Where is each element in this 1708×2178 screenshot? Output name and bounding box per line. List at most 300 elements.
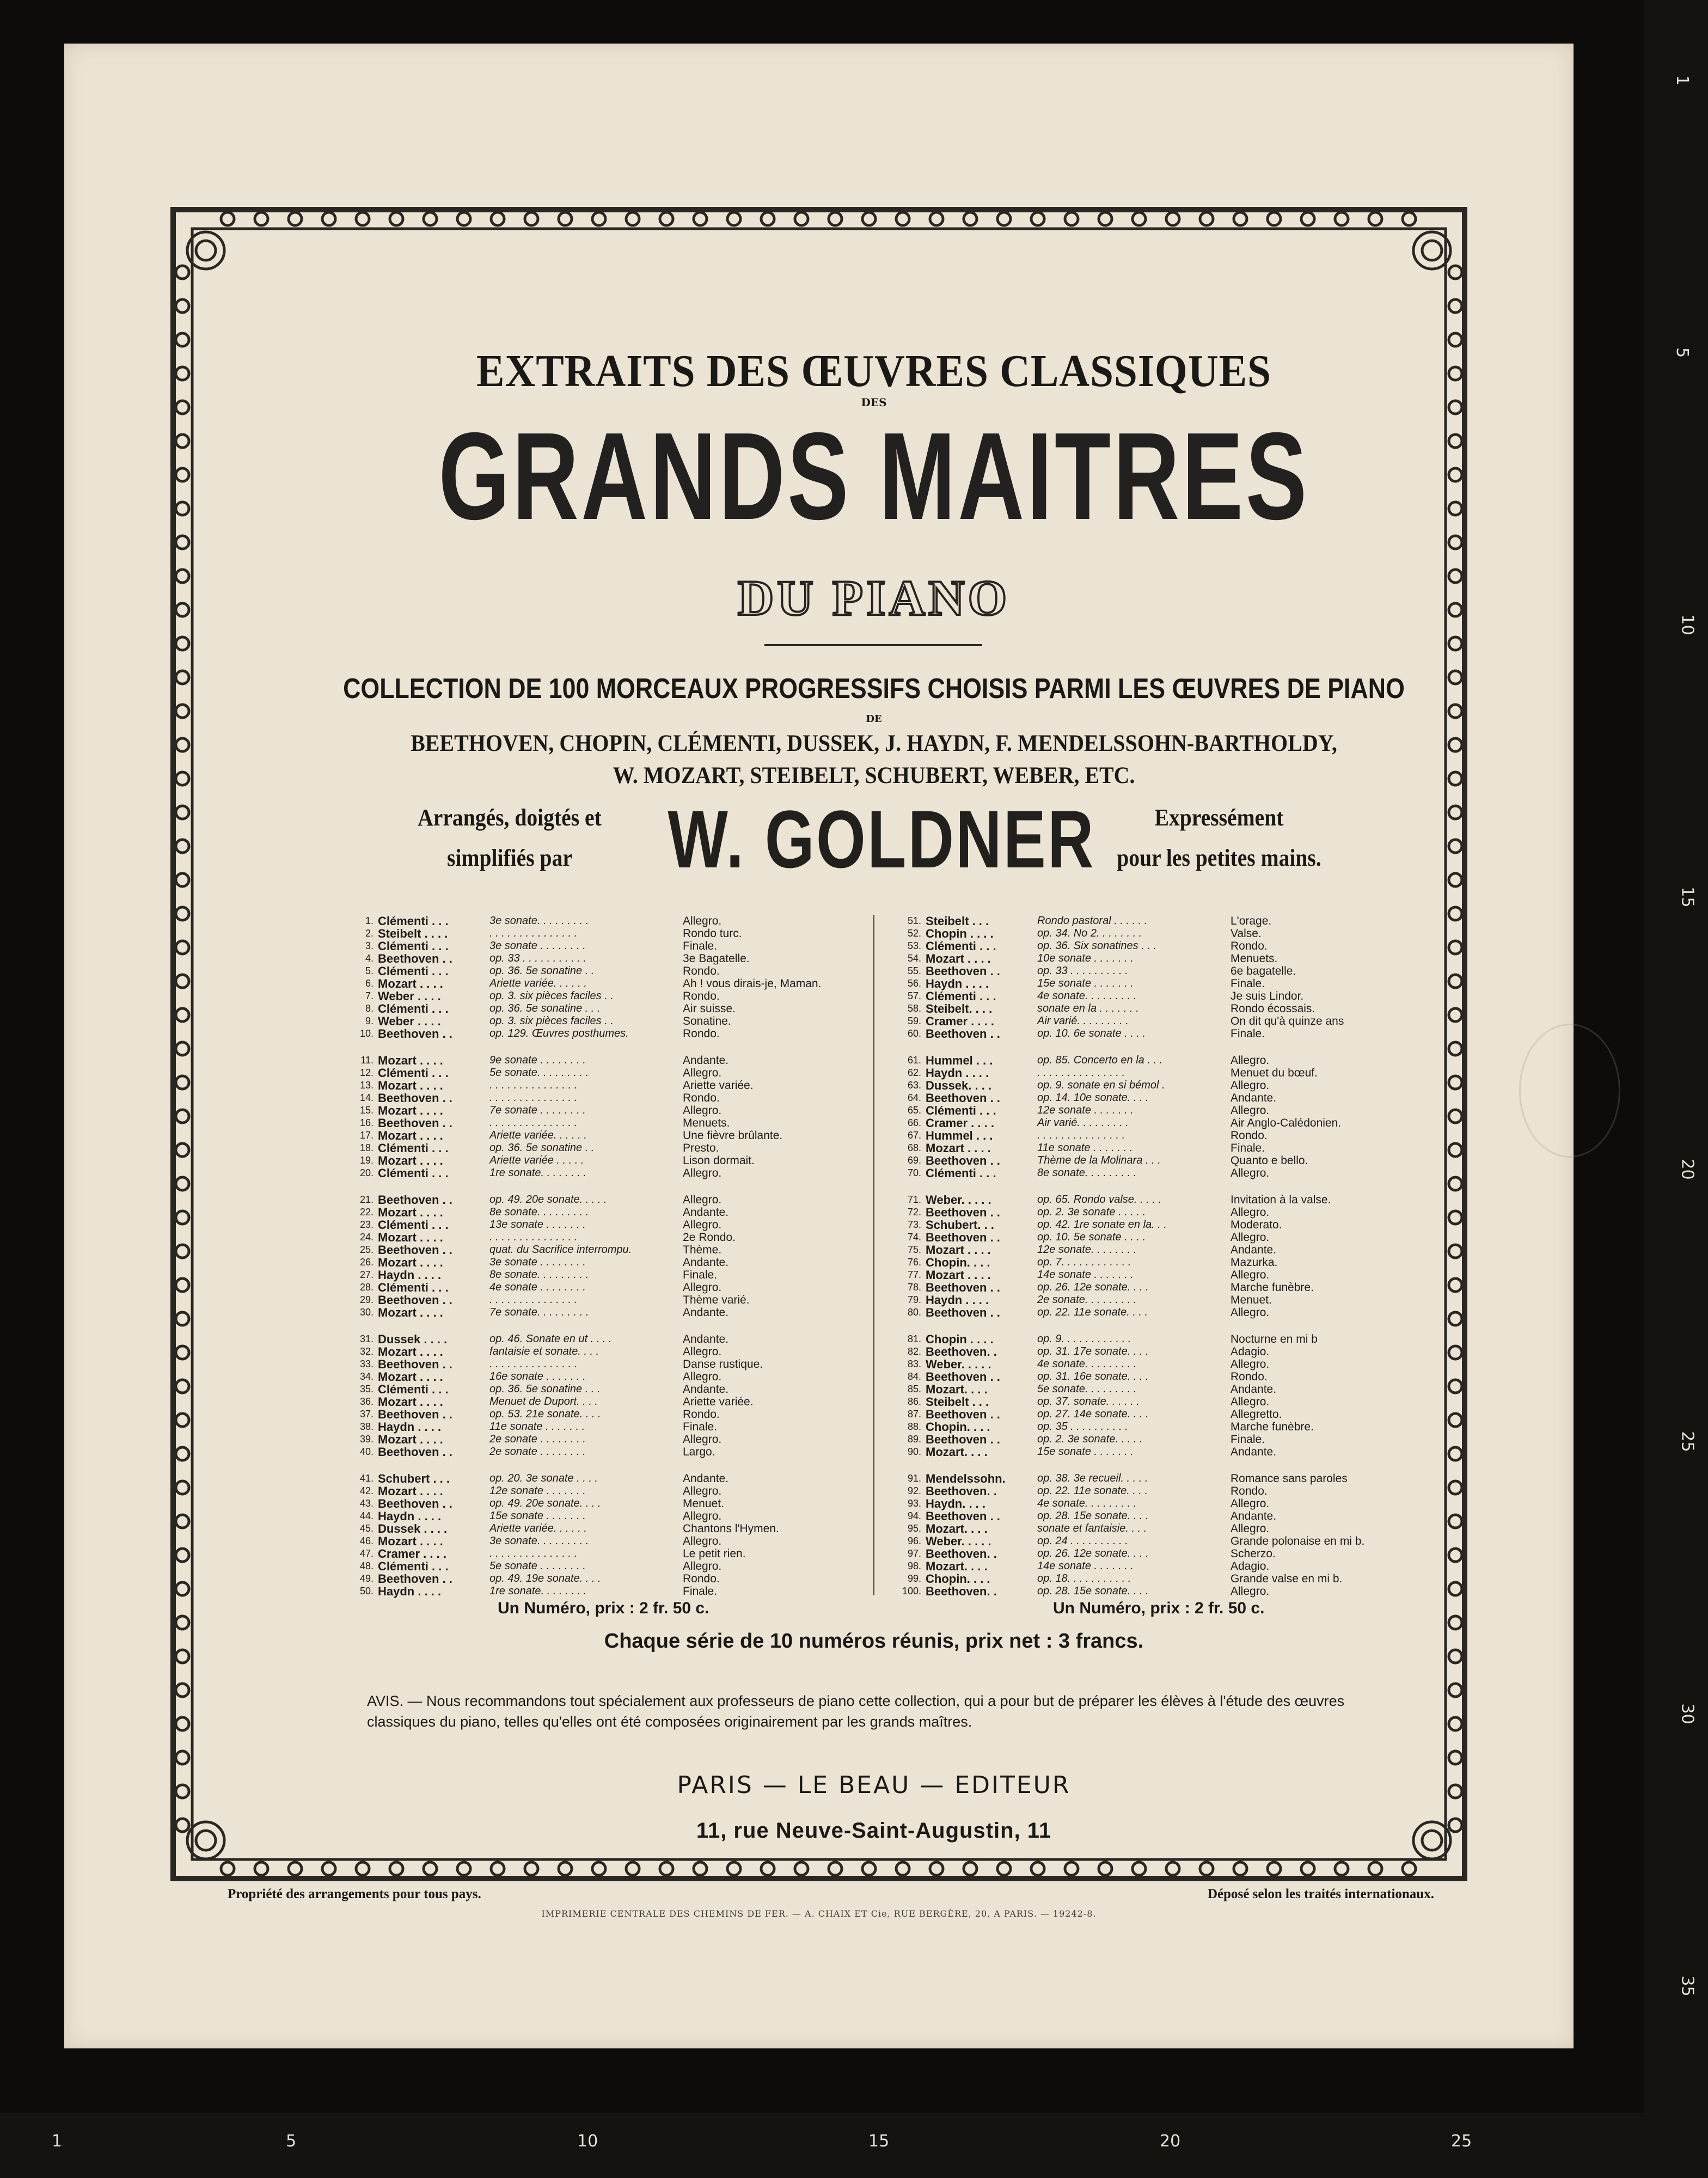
entry-composer: Beethoven . . <box>378 1193 452 1207</box>
list-item <box>345 1244 890 1256</box>
des-label: DES <box>861 396 887 409</box>
entry-work: op. 22. 11e sonate. . . . <box>1037 1306 1148 1318</box>
entry-composer: Beethoven . . <box>378 1572 452 1586</box>
entry-work: op. 7. . . . . . . . . . . . <box>1037 1256 1131 1268</box>
border-scroll <box>176 1785 189 1798</box>
entry-work: Ariette variée . . . . . <box>489 1154 584 1166</box>
list-item <box>893 1547 1437 1560</box>
entry-movement: 6e bagatelle. <box>1231 965 1296 977</box>
list-item <box>345 1306 890 1319</box>
border-scroll <box>176 1717 189 1730</box>
entry-work: . . . . . . . . . . . . . . . <box>1037 1067 1125 1079</box>
border-scroll <box>176 603 189 616</box>
entry-composer: Weber. . . . . <box>926 1357 991 1371</box>
border-scroll <box>176 840 189 853</box>
list-item <box>893 1194 1437 1206</box>
entry-movement: Lison dormait. <box>683 1154 755 1167</box>
entry-work: 7e sonate . . . . . . . . <box>489 1104 586 1116</box>
entry-number: 6. <box>365 978 374 989</box>
entry-work: op. 65. Rondo valse. . . . . <box>1037 1194 1161 1206</box>
list-item <box>893 1129 1437 1142</box>
border-scroll <box>559 212 572 225</box>
list-item <box>893 1117 1437 1129</box>
border-scroll <box>1166 212 1179 225</box>
entry-composer: Mendelssohn. <box>926 1472 1006 1485</box>
entry-work: op. 10. 6e sonate . . . . <box>1037 1027 1146 1039</box>
entry-composer: Weber. . . . . <box>926 1193 991 1207</box>
border-scroll <box>1031 212 1044 225</box>
entry-number: 91. <box>907 1473 921 1484</box>
list-item <box>893 977 1437 990</box>
entry-number: 40. <box>359 1446 374 1457</box>
entry-number: 89. <box>907 1434 921 1445</box>
entry-composer: Chopin. . . . <box>926 1256 990 1269</box>
list-item <box>893 940 1437 952</box>
entry-work: . . . . . . . . . . . . . . . <box>489 1092 578 1104</box>
entry-movement: Allegro. <box>1231 1358 1270 1371</box>
entry-composer: Mozart . . . . <box>378 1370 443 1384</box>
entry-number: 59. <box>907 1015 921 1026</box>
entry-movement: 3e Bagatelle. <box>683 952 750 965</box>
entry-work: Air varié. . . . . . . . . <box>1037 1015 1129 1027</box>
entry-number: 86. <box>907 1396 921 1407</box>
entry-number: 94. <box>907 1510 921 1521</box>
collection-line: COLLECTION DE 100 MORCEAUX PROGRESSIFS CHOISIS PARMI LES ŒUVRES DE PIANO <box>343 673 1405 705</box>
entry-work: 2e sonate . . . . . . . . <box>489 1446 586 1458</box>
entry-composer: Cramer . . . . <box>926 1116 994 1130</box>
border-scroll <box>525 212 538 225</box>
entry-movement: Grande valse en mi b. <box>1231 1573 1343 1585</box>
entry-composer: Haydn . . . . <box>926 1066 989 1080</box>
column-divider <box>873 915 874 1595</box>
list-item <box>893 1231 1437 1244</box>
list-item <box>345 1433 890 1446</box>
border-scroll <box>176 873 189 886</box>
group-gap <box>893 1040 1437 1054</box>
entry-composer: Mozart . . . . <box>926 1141 991 1155</box>
ruler-label: 5 <box>286 2132 297 2151</box>
entry-movement: Finale. <box>683 1269 718 1281</box>
footer-right: Déposé selon les traités internationaux. <box>1208 1887 1434 1901</box>
entry-work: 14e sonate . . . . . . . <box>1037 1560 1134 1572</box>
ruler-label: 25 <box>1451 2132 1472 2151</box>
entry-composer: Mozart. . . . <box>926 1522 988 1535</box>
serie-price: Chaque série de 10 numéros réunis, prix net : 3 francs. <box>604 1630 1144 1653</box>
entry-number: 72. <box>907 1207 921 1218</box>
entry-work: op. 49. 20e sonate. . . . . <box>489 1194 607 1206</box>
list-item <box>893 1092 1437 1104</box>
border-scroll <box>964 212 977 225</box>
entry-movement: Allegro. <box>683 1485 722 1497</box>
border-scroll <box>176 806 189 819</box>
entry-work: 16e sonate . . . . . . . <box>489 1371 586 1382</box>
entry-work: Menuet de Duport. . . . <box>489 1396 598 1408</box>
entry-movement: Moderato. <box>1231 1219 1282 1231</box>
arranger-right-line-2: pour les petites mains. <box>1117 845 1321 871</box>
border-scroll <box>176 1008 189 1021</box>
border-scroll <box>289 212 302 225</box>
entry-number: 81. <box>907 1333 921 1344</box>
entry-composer: Steibelt . . . . <box>378 927 448 940</box>
entry-number: 24. <box>359 1232 374 1243</box>
entry-movement: Allegro. <box>1231 1396 1270 1408</box>
list-item <box>345 1333 890 1345</box>
entry-work: Rondo pastoral . . . . . . <box>1037 915 1148 927</box>
entry-work: op. 129. Œuvres posthumes. <box>489 1027 629 1039</box>
entry-number: 57. <box>907 990 921 1001</box>
entry-composer: Mozart . . . . <box>378 1433 443 1446</box>
entry-composer: Mozart . . . . <box>926 1268 991 1282</box>
entry-work: op. 9. sonate en si bémol . <box>1037 1079 1165 1091</box>
entry-composer: Cramer . . . . <box>378 1547 446 1561</box>
entry-work: Ariette variée. . . . . . <box>489 1522 587 1534</box>
entry-composer: Clémenti . . . <box>378 1382 449 1396</box>
border-scroll <box>176 536 189 549</box>
border-scroll <box>255 212 268 225</box>
entry-movement: Menuets. <box>683 1117 730 1129</box>
border-scroll <box>176 1110 189 1123</box>
border-scroll <box>176 738 189 751</box>
publisher-line: PARIS — LE BEAU — EDITEUR <box>677 1771 1071 1799</box>
list-item <box>345 1408 890 1421</box>
entry-number: 67. <box>907 1130 921 1141</box>
list-item <box>345 1585 890 1598</box>
border-scroll <box>1234 212 1247 225</box>
list-item <box>345 1142 890 1154</box>
entry-composer: Mozart . . . . <box>378 1256 443 1269</box>
border-scroll <box>176 941 189 954</box>
border-scroll <box>1335 212 1348 225</box>
entry-number: 76. <box>907 1257 921 1268</box>
entry-movement: Valse. <box>1231 927 1262 940</box>
entry-movement: Allegro. <box>1231 1585 1270 1598</box>
entry-movement: Allegro. <box>683 1433 722 1446</box>
entry-work: op. 34. No 2. . . . . . . . <box>1037 927 1142 939</box>
list-item <box>893 1244 1437 1256</box>
entry-work: op. 24 . . . . . . . . . . <box>1037 1535 1128 1547</box>
list-item <box>345 1079 890 1092</box>
entry-composer: Clémenti . . . <box>926 1104 996 1117</box>
entry-work: 3e sonate. . . . . . . . . <box>489 915 589 927</box>
entry-composer: Clémenti . . . <box>378 1166 449 1180</box>
entry-number: 13. <box>359 1080 374 1091</box>
entry-composer: Weber . . . . <box>378 989 441 1003</box>
entry-work: op. 10. 5e sonate . . . . <box>1037 1231 1146 1243</box>
border-scroll <box>694 212 707 225</box>
entry-composer: Beethoven. . <box>926 1584 997 1598</box>
entry-movement: Rondo. <box>1231 1371 1268 1383</box>
border-scroll <box>1065 212 1078 225</box>
entry-number: 100. <box>902 1586 921 1596</box>
list-item <box>893 1269 1437 1281</box>
entry-movement: Romance sans paroles <box>1231 1472 1348 1485</box>
entry-number: 60. <box>907 1028 921 1039</box>
entry-work: op. 36. 5e sonatine . . . <box>489 1383 601 1395</box>
entry-composer: Beethoven . . <box>926 1154 1000 1167</box>
entry-work: op. 46. Sonate en ut . . . . <box>489 1333 612 1345</box>
border-scroll <box>457 212 470 225</box>
border-scroll <box>930 212 943 225</box>
list-item <box>345 1535 890 1547</box>
entry-work: quat. du Sacrifice interrompu. <box>489 1244 632 1256</box>
list-item <box>893 1333 1437 1345</box>
entry-composer: Steibelt . . . <box>926 1395 989 1409</box>
entry-movement: Nocturne en mi b <box>1231 1333 1318 1345</box>
entry-work: 8e sonate. . . . . . . . . <box>489 1269 589 1281</box>
list-item <box>345 1485 890 1497</box>
entry-number: 61. <box>907 1055 921 1066</box>
entry-work: op. 26. 12e sonate. . . . <box>1037 1281 1149 1293</box>
entry-movement: On dit qu'à quinze ans <box>1231 1015 1344 1027</box>
title-line: EXTRAITS DES ŒUVRES CLASSIQUES <box>476 346 1271 396</box>
list-item <box>345 927 890 940</box>
list-item <box>893 1294 1437 1306</box>
entry-work: op. 35 . . . . . . . . . . <box>1037 1421 1128 1433</box>
entry-number: 88. <box>907 1421 921 1432</box>
entry-number: 7. <box>365 990 374 1001</box>
border-scroll <box>176 1346 189 1359</box>
list-item <box>893 1015 1437 1027</box>
entry-number: 73. <box>907 1219 921 1230</box>
entry-composer: Schubert . . . <box>378 1472 450 1485</box>
entry-work: op. 31. 16e sonate. . . . <box>1037 1371 1149 1382</box>
entry-composer: Clémenti . . . <box>378 1066 449 1080</box>
entry-composer: Mozart . . . . <box>378 1054 443 1067</box>
list-item <box>893 1219 1437 1231</box>
list-item <box>893 1585 1437 1598</box>
entry-movement: Le petit rien. <box>683 1547 746 1560</box>
entry-number: 41. <box>359 1473 374 1484</box>
entry-number: 85. <box>907 1384 921 1394</box>
entry-number: 27. <box>359 1269 374 1280</box>
document-page <box>64 44 1574 2048</box>
entry-composer: Mozart . . . . <box>378 1306 443 1319</box>
entry-work: 10e sonate . . . . . . . <box>1037 952 1134 964</box>
entry-work: 3e sonate . . . . . . . . <box>489 940 586 952</box>
border-scroll <box>176 1245 189 1258</box>
ruler-label: 15 <box>1678 886 1697 908</box>
entry-number: 63. <box>907 1080 921 1091</box>
border-scroll <box>176 1616 189 1629</box>
entry-movement: Andante. <box>683 1054 729 1067</box>
entry-movement: Menuet. <box>1231 1294 1272 1306</box>
border-scroll <box>390 212 403 225</box>
border-scroll <box>196 241 216 260</box>
list-item <box>893 1522 1437 1535</box>
border-scroll <box>176 1447 189 1460</box>
group-gap <box>893 1179 1437 1194</box>
entry-number: 17. <box>359 1130 374 1141</box>
list-item <box>893 1472 1437 1485</box>
entry-work: 8e sonate. . . . . . . . . <box>1037 1167 1137 1179</box>
entry-movement: Andante. <box>1231 1244 1277 1256</box>
entry-number: 21. <box>359 1194 374 1205</box>
entry-movement: Rondo turc. <box>683 927 742 940</box>
list-item <box>345 1281 890 1294</box>
border-scroll <box>176 333 189 346</box>
entry-number: 53. <box>907 940 921 951</box>
entry-movement: Allegro. <box>683 915 722 927</box>
entry-number: 62. <box>907 1067 921 1078</box>
entry-composer: Mozart. . . . <box>926 1445 988 1459</box>
entry-composer: Mozart . . . . <box>378 1395 443 1409</box>
entry-work: 5e sonate. . . . . . . . . <box>1037 1383 1137 1395</box>
entry-movement: Menuets. <box>1231 952 1278 965</box>
list-item <box>345 1446 890 1458</box>
border-scroll <box>176 1650 189 1663</box>
entry-work: op. 28. 15e sonate. . . . <box>1037 1510 1149 1522</box>
entry-number: 18. <box>359 1142 374 1153</box>
entry-movement: Allegro. <box>1231 1104 1270 1117</box>
entry-movement: Finale. <box>683 940 718 952</box>
entry-movement: Sonatine. <box>683 1015 731 1027</box>
list-item <box>345 1219 890 1231</box>
entry-movement: Adagio. <box>1231 1560 1270 1573</box>
list-item <box>345 1522 890 1535</box>
divider <box>764 644 982 646</box>
entry-number: 97. <box>907 1548 921 1559</box>
entry-movement: Quanto e bello. <box>1231 1154 1308 1167</box>
entry-movement: Allegro. <box>683 1535 722 1547</box>
entry-work: op. 36. 5e sonatine . . . <box>489 1002 601 1014</box>
entry-movement: Finale. <box>1231 1027 1265 1040</box>
list-item <box>893 1067 1437 1079</box>
border-scroll <box>176 1481 189 1494</box>
list-item <box>893 1256 1437 1269</box>
publisher-address: 11, rue Neuve-Saint-Augustin, 11 <box>696 1819 1052 1843</box>
border-scroll <box>176 435 189 448</box>
entry-movement: Une fièvre brûlante. <box>683 1129 783 1142</box>
list-item <box>345 1104 890 1117</box>
entry-composer: Dussek . . . . <box>378 1522 448 1535</box>
border-scroll <box>176 1515 189 1528</box>
entry-composer: Beethoven . . <box>378 1027 452 1041</box>
entry-movement: Allegro. <box>683 1560 722 1573</box>
entry-composer: Clémenti . . . <box>378 1281 449 1294</box>
entry-work: 11e sonate . . . . . . . <box>489 1421 585 1433</box>
list-item <box>345 1054 890 1067</box>
entry-number: 42. <box>359 1485 374 1496</box>
entry-number: 31. <box>359 1333 374 1344</box>
entry-work: op. 33 . . . . . . . . . . <box>1037 965 1128 977</box>
border-scroll <box>176 1143 189 1157</box>
entry-work: op. 3. six pièces faciles . . <box>489 990 614 1002</box>
list-item <box>345 1206 890 1219</box>
border-scroll <box>1403 212 1416 225</box>
entry-number: 55. <box>907 965 921 976</box>
entry-composer: Beethoven . . <box>926 964 1000 978</box>
entry-movement: Finale. <box>683 1421 718 1433</box>
entry-composer: Mozart. . . . <box>926 1559 988 1573</box>
entry-number: 75. <box>907 1244 921 1255</box>
list-item <box>345 1573 890 1585</box>
list-item <box>345 1383 890 1396</box>
list-item <box>893 1104 1437 1117</box>
entry-work: op. 2. 3e sonate . . . . . <box>1037 1206 1146 1218</box>
entry-number: 12. <box>359 1067 374 1078</box>
printer-imprint: IMPRIMERIE CENTRALE DES CHEMINS DE FER. — A. CHAIX ET Cie, RUE BERGÈRE, 20, A PARIS. — 19242-8. <box>541 1908 1097 1919</box>
entry-work: . . . . . . . . . . . . . . . <box>489 1117 578 1129</box>
entry-movement: Allegro. <box>683 1345 722 1358</box>
entry-movement: Rondo. <box>683 1408 720 1421</box>
list-item <box>345 1231 890 1244</box>
border-scroll <box>221 1862 234 1875</box>
entry-movement: Allegro. <box>1231 1079 1270 1092</box>
border-scroll <box>176 1582 189 1595</box>
border-scroll <box>862 212 876 225</box>
list-item <box>893 1167 1437 1179</box>
entry-work: . . . . . . . . . . . . . . . <box>1037 1129 1125 1141</box>
entry-number: 48. <box>359 1561 374 1571</box>
border-scroll <box>176 705 189 718</box>
border-scroll <box>795 212 808 225</box>
entry-work: . . . . . . . . . . . . . . . <box>489 1358 578 1370</box>
ruler-label: 1 <box>52 2132 63 2151</box>
entry-work: op. 49. 19e sonate. . . . <box>489 1573 601 1584</box>
entry-movement: Rondo. <box>683 965 720 977</box>
list-item <box>345 1167 890 1179</box>
entry-work: 4e sonate. . . . . . . . . <box>1037 990 1137 1002</box>
entry-number: 9. <box>365 1015 374 1026</box>
entry-number: 66. <box>907 1117 921 1128</box>
entry-movement: Finale. <box>1231 1142 1265 1154</box>
entry-composer: Beethoven . . <box>378 1116 452 1130</box>
entry-work: Ariette variée. . . . . . <box>489 1129 587 1141</box>
border-scroll <box>176 1076 189 1089</box>
entry-number: 30. <box>359 1307 374 1318</box>
entry-number: 51. <box>907 915 921 926</box>
border-scroll <box>829 212 842 225</box>
entry-number: 5. <box>365 965 374 976</box>
entry-movement: Rondo. <box>683 990 720 1002</box>
entry-number: 25. <box>359 1244 374 1255</box>
entry-work: 9e sonate . . . . . . . . <box>489 1054 586 1066</box>
entry-composer: Clémenti . . . <box>378 1559 449 1573</box>
entry-composer: Mozart . . . . <box>378 1345 443 1359</box>
entry-work: op. 22. 11e sonate. . . . <box>1037 1485 1148 1497</box>
entry-movement: Marche funèbre. <box>1231 1281 1314 1294</box>
border-scroll <box>176 1312 189 1325</box>
entry-composer: Chopin . . . . <box>926 927 994 940</box>
list-item <box>345 1027 890 1040</box>
entry-movement: Andante. <box>683 1256 729 1269</box>
entry-work: op. 27. 14e sonate. . . . <box>1037 1408 1149 1420</box>
list-item <box>893 1027 1437 1040</box>
list-item <box>893 1383 1437 1396</box>
entry-work: 4e sonate . . . . . . . . <box>489 1281 586 1293</box>
entry-number: 20. <box>359 1167 374 1178</box>
entry-composer: Hummel . . . <box>926 1129 993 1142</box>
border-scroll <box>176 468 189 481</box>
border-scroll <box>176 671 189 684</box>
entry-work: op. 9. . . . . . . . . . . . <box>1037 1333 1131 1345</box>
border-scroll <box>424 212 437 225</box>
entry-work: 8e sonate. . . . . . . . . <box>489 1206 589 1218</box>
entry-composer: Haydn . . . . <box>378 1420 442 1434</box>
entry-movement: Allegro. <box>683 1104 722 1117</box>
border-scroll <box>176 1278 189 1292</box>
entry-composer: Beethoven . . <box>926 1027 1000 1041</box>
border-scroll <box>221 212 234 225</box>
border-scroll <box>176 502 189 515</box>
entry-number: 65. <box>907 1105 921 1116</box>
entry-work: 4e sonate. . . . . . . . . <box>1037 1358 1137 1370</box>
entry-work: op. 28. 15e sonate. . . . <box>1037 1585 1149 1597</box>
list-item <box>893 1079 1437 1092</box>
entry-work: 1re sonate. . . . . . . . <box>489 1585 586 1597</box>
entry-number: 71. <box>907 1194 921 1205</box>
arranger-left-line-1: Arrangés, doigtés et <box>418 804 602 831</box>
